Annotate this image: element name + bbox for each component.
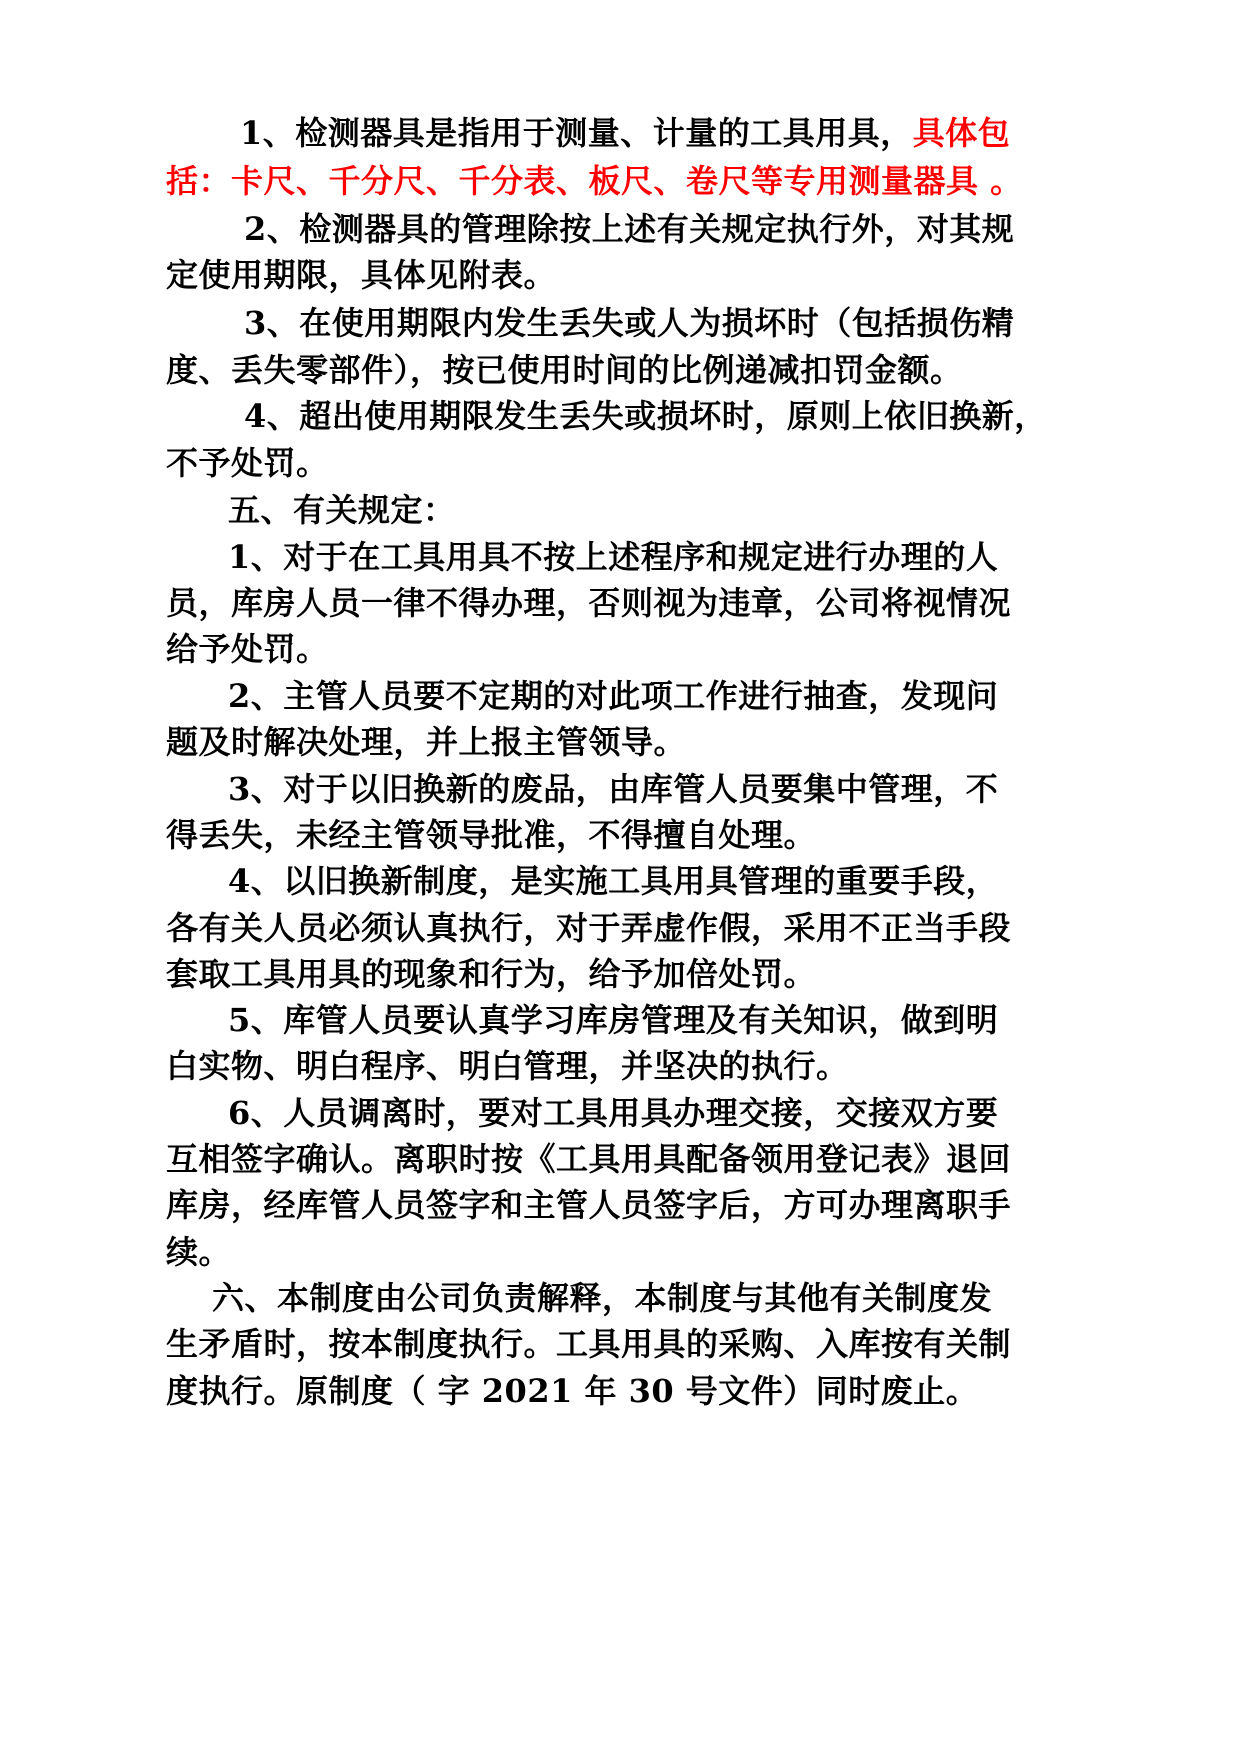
text-line: 不予处罚。 [166,444,329,482]
text-line: 题及时解决处理，并上报主管领导。 [166,723,687,761]
text-segment: 1、检测器具是指用于测量、计量的工具用具， [240,114,913,152]
text-line: 6、人员调离时，要对工具用具办理交接，交接双方要 [228,1094,999,1132]
text-line: 库房，经库管人员签字和主管人员签字后，方可办理离职手 [166,1186,1012,1224]
text-line: 白实物、明白程序、明白管理，并坚决的执行。 [166,1047,849,1085]
text-line: 2、检测器具的管理除按上述有关规定执行外，对其规 [244,210,1015,248]
text-line: 2、主管人员要不定期的对此项工作进行抽查，发现问 [228,677,999,715]
text-line: 度、丢失零部件），按已使用时间的比例递减扣罚金额。 [166,351,963,389]
text-line: 3、在使用期限内发生丢失或人为损坏时（包括损伤精 [244,304,1015,342]
text-line: 各有关人员必须认真执行，对于弄虚作假，采用不正当手段 [166,909,1012,947]
text-line: 续。 [166,1233,232,1271]
section-paragraph: 六、本制度由公司负责解释，本制度与其他有关制度发 [212,1279,993,1317]
highlighted-text: 具体包 [912,114,1011,152]
text-line: 4、超出使用期限发生丢失或损坏时，原则上依旧换新， [244,397,1047,435]
text-line: 定使用期限，具体见附表。 [166,256,557,294]
text-line: 5、库管人员要认真学习库房管理及有关知识，做到明 [228,1001,999,1039]
text-line: 度执行。原制度（ 字 2021 年 30 号文件）同时废止。 [166,1372,979,1410]
text-line: 套取工具用具的现象和行为，给予加倍处罚。 [166,955,817,993]
text-line: 4、以旧换新制度，是实施工具用具管理的重要手段， [228,862,999,900]
highlighted-line: 括：卡尺、千分尺、千分表、板尺、卷尺等专用测量器具 。 [166,162,1023,200]
text-line: 给予处罚。 [166,630,329,668]
section-heading: 五、有关规定： [228,491,456,529]
text-line: 1、对于在工具用具不按上述程序和规定进行办理的人 [228,538,999,576]
text-line: 互相签字确认。离职时按《工具用具配备领用登记表》退回 [166,1140,1012,1178]
text-line: 生矛盾时，按本制度执行。工具用具的采购、入库按有关制 [166,1325,1012,1363]
text-line: 3、对于以旧换新的废品，由库管人员要集中管理，不 [228,770,999,808]
text-line: 得丢失，未经主管领导批准，不得擅自处理。 [166,816,817,854]
text-line [240,113,1010,153]
text-line: 员，库房人员一律不得办理，否则视为违章，公司将视情况 [166,584,1012,622]
